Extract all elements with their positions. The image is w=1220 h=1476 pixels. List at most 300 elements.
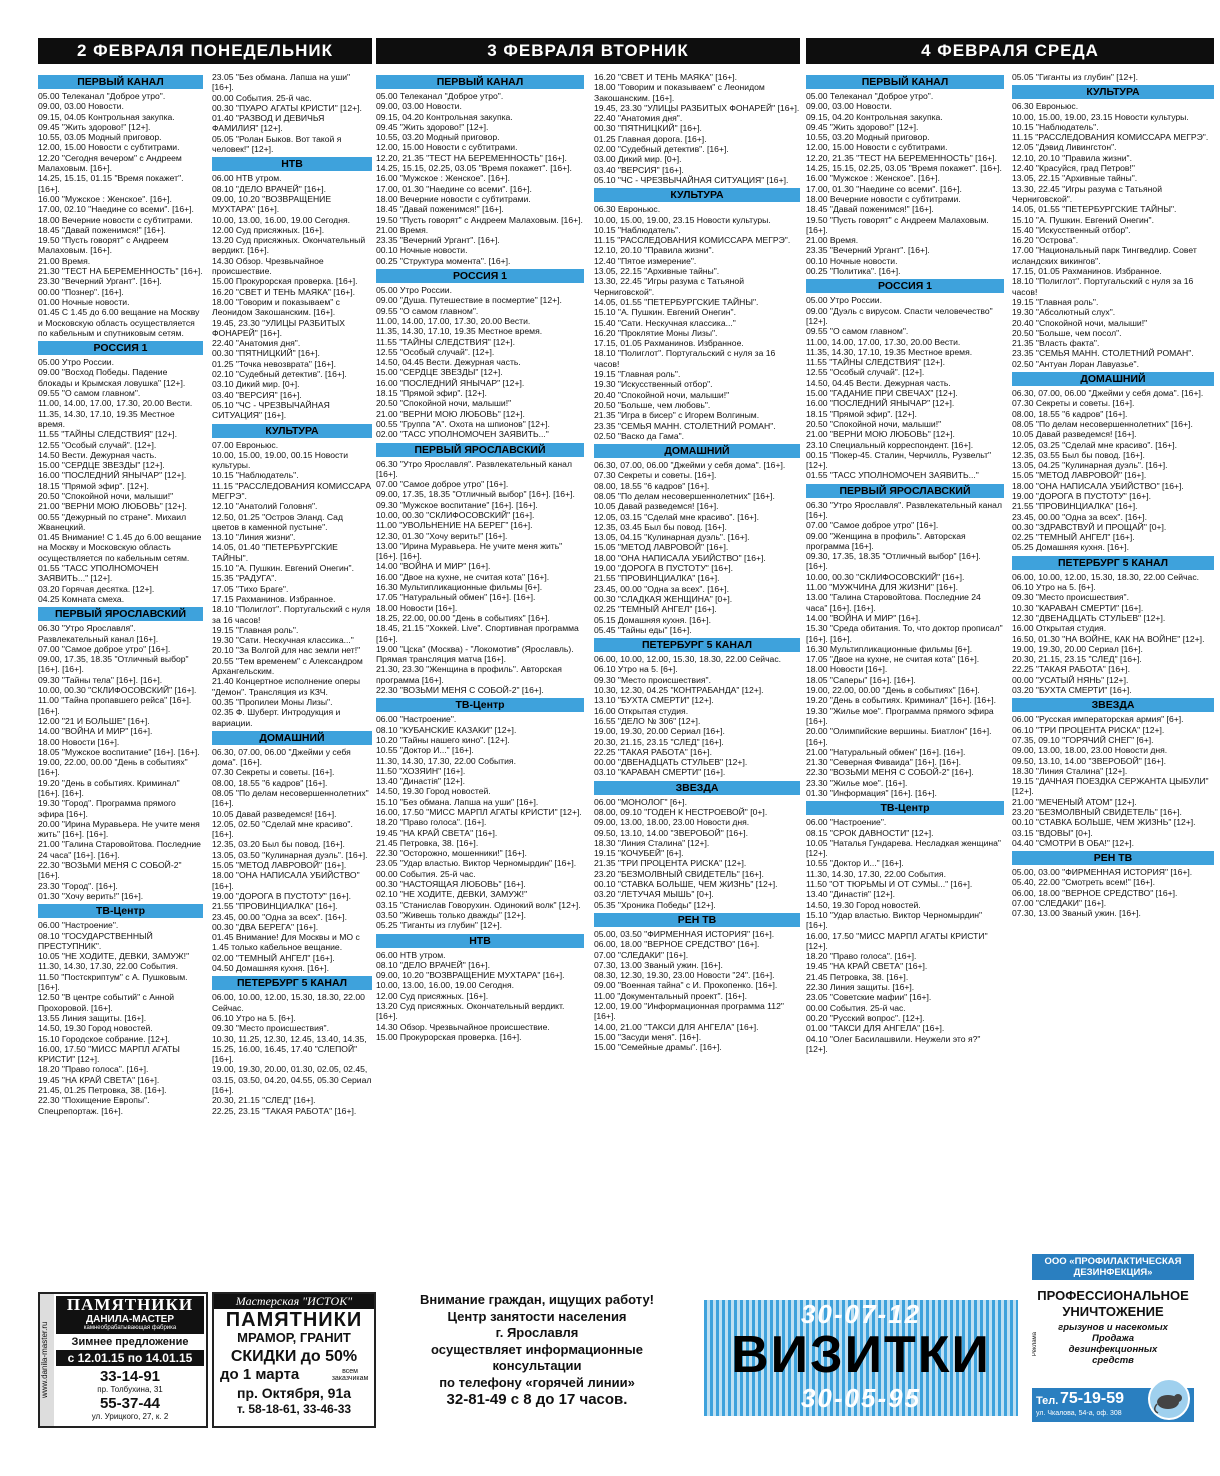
program-listing: 15.00 Прокурорская проверка. [16+]. [376,1031,522,1042]
channel-header: КУЛЬТУРА [594,188,800,202]
program-listing: 14.05, 01.40 "ПЕТЕРБУРГСКИЕ ТАЙНЫ". [212,542,338,563]
program-listing: 23.45, 00.00 "Одна за всех". [16+]. [1012,511,1147,522]
channel-header: ДОМАШНИЙ [212,731,372,745]
program-listing: 09.00, 03.00 Новости. [376,101,462,112]
vizitki-word: ВИЗИТКИ [731,1326,991,1384]
program-listing: 06.30, 07.00, 06.00 "Джейми у себя дома". [16+]. [1012,388,1204,399]
program-listing: 11.35, 14.30, 17.10, 19.35 Местное время. [376,326,543,337]
program-listing: 02.25 "ТЕМНЫЙ АНГЕЛ" [16+]. [594,604,717,615]
program-listing: 01.40 "РАЗВОД И ДЕВИЧЬЯ ФАМИЛИЯ" [12+]. [212,113,325,134]
program-listing: 20.30, 21.15, 23.15 "СЛЕД" [16+]. [1012,654,1142,665]
program-listing: 00.10 Ночные новости. [806,255,898,266]
program-listing: 14.30 Обзор. Чрезвычайное происшествие. [212,255,324,277]
program-listing: 16.00 "ПОСЛЕДНИЙ ЯНЫЧАР" [12+]. [38,470,187,481]
program-listing: 14.30 Обзор. Чрезвычайное происшествие. [376,1021,550,1032]
program-listing: 18.10 "Полиглот". Португальский с нуля за 16 часов! [212,604,371,625]
program-listing: 12.05 "Дэвид Ливингстон". [1012,142,1117,153]
program-listing: 08.10 "ДЕЛО ВРАЧЕЙ" [16+]. [212,183,326,194]
program-listing: 19.15 "ДАЧНАЯ ПОЕЗДКА СЕРЖАНТА ЦЫБУЛИ" [12+]. [1012,776,1209,797]
program-listing: 11.50 "Постскриптум" с А. Пушковым. [16+]. [38,971,188,993]
program-listing: 03.40 "ВЕРСИЯ" [16+]. [212,389,302,400]
program-listing: 09.30 "Тайны тела" [16+]. [16+]. [38,674,163,685]
channel-header: ПЕРВЫЙ КАНАЛ [376,75,584,89]
channel-header: НТВ [212,157,372,171]
program-listing: 01.45 С 1.45 до 6.00 вещание на Москву и Московскую область осуществляется по кабельным и спутниковым сетям. [38,307,200,338]
channel-header: ПЕТЕРБУРГ 5 КАНАЛ [212,976,372,990]
program-listing: 23.35 "СЕМЬЯ МАНН. СТОЛЕТНИЙ РОМАН". [594,420,776,431]
program-listing: 10.00, 15.00, 19.00, 23.15 Новости культуры. [594,214,771,225]
program-listing: 13.00 "Галина Старовойтова. Последние 24 часа" [16+]. [16+]. [806,592,981,613]
program-listing: 05.00 Утро России. [38,357,114,368]
program-listing: 15.05 "МЕТОД ЛАВРОВОЙ" [16+]. [212,860,347,871]
program-listing: 15.40 "Сати. Нескучная классика..." [594,317,736,328]
program-listing: 10.30, 12.30, 04.25 "КОНТРАБАНДА" [12+]. [594,685,764,696]
program-listing: 00.15 "Покер-45. Сталин, Черчилль, Рузвельт" [12+]. [806,449,992,471]
program-listing: 12.55 "Особый случай". [12+]. [38,439,157,450]
program-listing: 03.20 "БУХТА СМЕРТИ" [16+]. [1012,685,1132,696]
program-listing: 23.30 "Город". [16+]. [38,880,118,891]
rat-icon [1148,1378,1190,1420]
program-listing: 09.15, 04.20 Контрольная закупка. [806,111,943,122]
program-listing: 18.00 Вечерние новости с субтитрами. [38,214,193,225]
program-listing: 03.20 "ЛЕТУЧАЯ МЫШЬ" [0+]. [594,889,714,900]
program-listing: 18.30 "Линия Сталина" [12+]. [1012,765,1128,776]
program-listing: 19.45, 23.30 "УЛИЦЫ РАЗБИТЫХ ФОНАРЕЙ" [16+]. [212,317,345,338]
program-listing: 10.55, 03.20 Модный приговор. [376,132,500,143]
program-listing: 12.00 "21 И БОЛЬШЕ" [16+]. [38,715,150,726]
ad-istok-discount: СКИДКИ до 50% [230,1348,358,1365]
program-listing: 04.10 "Олег Басилашвили. Неужели это я?" [12+]. [806,1033,981,1054]
program-listing: 06.00, 10.00, 12.00, 15.30, 18.30, 22.00 Сейчас. [1012,571,1200,582]
program-listing: 09.00, 10.20 "ВОЗВРАЩЕНИЕ МУХТАРА" [16+]. [376,970,565,981]
program-listing: 10.15 "Наблюдатель". [212,470,299,481]
program-listing: 01.45 Внимание! С 1.45 до 6.00 вещание на Москву и Московскую область осуществляется по кабельным сетям. [38,532,202,563]
program-listing: 15.10 Городское собрание. [12+]. [38,1033,170,1044]
program-listing: 08.05 "По делам несовершеннолетних" [16+]. [1012,418,1193,429]
channel-header: КУЛЬТУРА [212,424,372,438]
program-listing: 08.00, 18.55 "6 кадров" [16+]. [212,777,328,788]
program-listing: 05.25 "Гиганты из глубин" [12+]. [376,920,503,931]
program-listing: 23.35 "Вечерний Ургант". [16+]. [376,235,500,246]
program-listing: 23.30 "Вечерний Ургант". [16+]. [38,276,162,287]
program-listing: 20.00 "Олимпийские вершины. Биатлон" [16+]. [16+]. [806,726,992,747]
program-listing: 09.00, 17.35, 18.35 "Отличный выбор" [16+]. [16+]. [376,489,575,500]
program-listing: 18.00 Вечерние новости с субтитрами. [806,193,961,204]
program-listing: 19.15 "Главная роль". [1012,296,1099,307]
program-listing: 10.05 Давай разведемся! [16+]. [212,808,337,819]
program-listing: 21.00 "МЕЧЕНЫЙ АТОМ" [12+]. [1012,796,1137,807]
program-listing: 10.00, 00.30 "СКЛИФОСОВСКИЙ" [16+]. [376,509,535,520]
program-listing: 06.30 "Утро Ярославля". Развлекательный канал [16+]. [806,499,1002,520]
program-listing: 23.05 "Советские мафии" [16+]. [806,992,932,1003]
program-listing: 18.05 "Саперы" [16+]. [16+]. [806,674,916,685]
program-listing: 19.15 "Главная роль". [594,369,681,380]
program-listing: 19.20 "День в событиях. Криминал" [16+]. [16+]. [806,695,996,706]
program-listing: 17.00, 02.10 "Наедине со всеми". [16+]. [38,204,194,215]
program-listing: 12.10, 20.10 "Правила жизни". [594,245,714,256]
program-listing: 22.30 "Похищение Европы". Спецрепортаж. [16+]. [38,1095,150,1116]
dez-side: Реклама [1032,1332,1038,1357]
program-listing: 17.05 "Тихо Браге". [212,583,289,594]
program-listing: 10.55, 03.20 Модный приговор. [806,132,930,143]
program-listing: 18.20 "Право голоса". [16+]. [38,1064,149,1075]
program-listing: 05.00 Утро России. [376,285,452,296]
dez-t1: грызунов и насекомых [1058,1322,1168,1333]
program-listing: 19.00, 22.00, 00.00 "День в событиях" [16+]. [38,757,188,778]
program-listing: 18.00 "Говорим и показываем" с Леонидом Закошанским. [16+]. [594,82,765,103]
program-listing: 09.30, 17.35, 18.35 "Отличный выбор" [16+]. [16+]. [806,551,981,572]
program-listing: 12.05, 03.25 "Сделай мне красиво". [16+]. [1012,439,1177,450]
program-listing: 11.00 "МУЖЧИНА ДЛЯ ЖИЗНИ" [16+]. [806,582,959,593]
channel-header: ТВ-Центр [806,801,1004,815]
program-listing: 19.45 "НА КРАЙ СВЕТА" [16+]. [806,961,928,972]
program-listing: 19.50 "Пусть говорят" с Андреем Малаховым. [16+]. [376,214,583,225]
program-listing: 10.05 "НЕ ХОДИТЕ, ДЕВКИ, ЗАМУЖ!" [38,951,190,962]
program-listing: 12.00 Суд присяжных. [16+]. [212,224,325,235]
program-listing: 10.20 "Тайны нашего кино". [12+]. [376,734,510,745]
program-listing: 12.10 "Анатолий Головня". [212,501,318,512]
ad-danila-sub2: камнеобрабатывающая фабрика [83,1325,177,1331]
program-listing: 12.20, 21.35 "ТЕСТ НА БЕРЕМЕННОСТЬ" [16+]. [376,152,567,163]
program-listing: 00.30 "ЗДРАВСТВУЙ И ПРОЩАЙ" [0+]. [1012,521,1167,532]
program-listing: 10.00, 00.30 "СКЛИФОСОВСКИЙ" [16+]. [38,685,197,696]
program-listing: 20.50 "Спокойной ночи, малыши!" [806,418,942,429]
program-listing: 21.55 "ПРОВИНЦИАЛКА" [16+]. [1012,501,1138,512]
program-listing: 06.00, 10.00, 12.00, 15.30, 18.30, 22.00 Сейчас. [212,992,365,1013]
program-listing: 20.30, 21.15, 23.15 "СЛЕД" [16+]. [594,736,724,747]
program-listing: 16.55 "ДЕЛО № 306" [12+]. [594,715,701,726]
program-listing: 10.55 "Доктор И..." [16+]. [376,745,474,756]
program-listing: 18.15 "Прямой эфир". [12+]. [806,408,917,419]
program-listing: 10.30 "КАРАВАН СМЕРТИ" [16+]. [1012,602,1144,613]
program-listing: 11.00 "УВОЛЬНЕНИЕ НА БЕРЕГ" [16+]. [376,520,533,531]
program-listing: 21.55 "ПРОВИНЦИАЛКА" [16+]. [594,573,720,584]
ad-danila-master [38,1292,208,1428]
schedule-column [38,72,203,1288]
program-listing: 19.50 "Пусть говорят" с Андреем Малаховым. [16+]. [806,214,989,235]
program-listing: 16.00 Открытая студия. [1012,623,1107,634]
program-listing: 22.25 "ТАКАЯ РАБОТА" [16+]. [594,746,712,757]
dez-t3: дезинфекционных [1068,1344,1158,1355]
ad-danila-addr1: пр. Толбухина, 31 [97,1385,163,1394]
program-listing: 18.00 Новости [16+]. [376,602,458,613]
program-listing: 19.00, 22.00, 00.00 "День в событиях" [16+]. [806,685,980,696]
program-listing: 19.00, 19.30, 20.00 Сериал [16+]. [1012,643,1143,654]
program-listing: 18.15 "Прямой эфир". [12+]. [38,480,149,491]
dez-company: ООО «ПРОФИЛАКТИЧЕСКАЯ ДЕЗИНФЕКЦИЯ» [1032,1254,1194,1280]
program-listing: 16.00, 17.50 "МИСС МАРПЛ АГАТЫ КРИСТИ" [12+]. [376,807,582,817]
program-listing: 21.00 Время. [38,255,91,266]
program-listing: 20.50 "Спокойной ночи, малыши!" [38,490,174,501]
program-listing: 13.40 "Династія" [12+]. [376,776,466,787]
program-listing: 10.15 "Наблюдатель". [594,224,681,235]
program-listing: 06.30 "Утро Ярославля". Развлекательный канал [16+]. [38,623,159,644]
program-listing: 13.10 "БУХТА СМЕРТИ" [12+]. [594,695,714,706]
program-listing: 12.50, 01.25 "Остров Эланд. Сад цветов в каменной пустыне". [212,511,343,532]
program-listing: 18.20 "Право голоса". [16+]. [806,951,917,962]
program-listing: 05.15 Домашняя кухня. [16+]. [594,614,711,625]
program-listing: 07.00 "СЛЕДАКИ" [16+]. [594,949,689,960]
program-listing: 23.05 "Без обмана. Лапша на уши" [16+]. [212,72,351,93]
program-listing: 01.55 "ТАСС УПОЛНОМОЧЕН ЗАЯВИТЬ..." [806,470,979,481]
channel-header: ЗВЕЗДА [594,781,800,795]
program-listing: 00.30 "ПУАРО АГАТЫ КРИСТИ" [12+]. [212,102,362,113]
program-listing: 09.30 "Место происшествия". [212,1023,329,1034]
program-listing: 03.15 "Станислав Говорухин. Одинокий волк" [12+]. [376,899,581,910]
program-listing: 22.30 "ВОЗЬМИ МЕНЯ С СОБОЙ-2" [16+]. [806,767,974,778]
program-listing: 13.20 Суд присяжных. Окончательный вердикт. [16+]. [212,235,366,256]
program-listing: 20.40 "Спокойной ночи, малыши!" [1012,317,1148,328]
program-listing: 14.00 "ВОЙНА И МИР" [16+]. [806,612,921,623]
program-listing: 06.00 "Русская императорская армия" [6+]. [1012,714,1184,725]
program-listing: 15.10 "А. Пушкин. Евгений Онегин". [212,563,354,574]
program-listing: 15.00 "СЕРДЦЕ ЗВЕЗДЫ" [12+]. [38,460,165,471]
program-listing: 06.10 Утро на 5. [6+]. [212,1012,296,1023]
program-listing: 00.20 "Русский вопрос". [12+]. [806,1012,925,1023]
program-listing: 14.50, 04.45 Вести. Дежурная часть. [806,377,951,388]
program-listing: 16.00 "ПОСЛЕДНИЙ ЯНЫЧАР" [12+]. [376,377,525,388]
program-listing: 16.00 "Мужское : Женское". [16+]. [376,173,510,184]
program-listing: 00.00 События. 25-й час. [212,92,312,103]
program-listing: 07.30 Секреты и советы. [16+]. [594,470,717,481]
ad-danila-sub: ДАНИЛА-МАСТЕР [85,1314,175,1325]
program-listing: 23.35 "СЕМЬЯ МАНН. СТОЛЕТНИЙ РОМАН". [1012,348,1194,359]
channel-header: КУЛЬТУРА [1012,85,1214,99]
program-listing: 06.30, 07.00, 06.00 "Джейми у себя дома". [16+]. [212,746,351,768]
program-listing: 20.55 "Тем временем" с Александром Архангельским. [212,655,363,677]
program-listing: 19.15 "КОЧУБЕЙ" [6+]. [594,848,684,859]
program-listing: 16.00 Открытая студия. [594,705,689,716]
program-listing: 05.40, 22.00 "Смотреть всем!" [16+]. [1012,877,1155,888]
channel-header: РОССИЯ 1 [806,279,1004,293]
program-listing: 21.35 "ТРИ ПРОЦЕНТА РИСКА" [12+]. [594,858,747,869]
program-listing: 23.30 "Жилье мое". [16+]. [806,777,908,788]
program-listing: 00.00 События. 25-й час. [806,1002,906,1013]
program-listing: 07.00 Евроньюс. [212,439,279,450]
program-listing: 11.30, 14.30, 17.30, 22.00 События. [376,755,516,766]
channel-header: РЕН ТВ [594,913,800,927]
program-listing: 21.00 "ВЕРНИ МОЮ ЛЮБОВЬ" [12+]. [806,429,955,440]
program-listing: 20.30, 21.15 "СЛЕД" [16+]. [212,1095,316,1106]
program-listing: 12.00, 15.00 Новости с субтитрами. [38,142,180,153]
channel-header: РОССИЯ 1 [376,269,584,283]
channel-header: НТВ [376,934,584,948]
program-listing: 18.45, 21.15 "Хоккей. Live". Спортивная программа [16+]. [376,623,579,644]
program-listing: 01.25 "Точка невозврата" [16+]. [212,358,337,369]
program-listing: 03.00 Дикий мир. [0+]. [594,154,682,165]
program-listing: 18.00 Новости [16+]. [806,664,888,675]
program-listing: 00.30 "НАСТОЯЩАЯ ЛЮБОВЬ" [16+]. [376,879,526,890]
program-listing: 23.05 "Удар властью. Виктор Черномырдин" [16+]. [376,858,577,869]
program-listing: 12.10, 20.10 "Правила жизни". [1012,152,1132,163]
program-listing: 16.20 "Острова". [1012,235,1079,246]
program-listing: 18.30 "Линия Сталина" [12+]. [594,837,710,848]
program-listing: 20.00 "Ирина Муравьера. Не учите меня жить" [16+]. [16+]. [38,818,200,840]
program-listing: 16.30 Мультипликационные фильмы [6+]. [806,643,973,654]
ad-danila-winter: Зимнее предложение [71,1336,189,1348]
program-listing: 09.55 "О самом главном". [806,326,909,337]
program-listing: 12.40 "Красуйся, град Петров!" [1012,163,1135,174]
program-listing: 22.30 "ВОЗЬМИ МЕНЯ С СОБОЙ-2" [16+]. [38,860,182,881]
program-listing: 18.00 "Говорим и показываем" с Леонидом Закошанским. [16+]. [212,296,340,318]
schedule-column [1012,72,1214,1254]
schedule-column [376,72,584,1288]
program-listing: 19.50 "Пусть говорят" с Андреем Малаховым. [16+]. [38,235,169,256]
program-listing: 02.35 Ф. Шуберт. Интродукция и вариации. [212,707,341,728]
channel-header: ПЕРВЫЙ КАНАЛ [38,75,203,89]
program-listing: 05.00, 03.00 "ФИРМЕННАЯ ИСТОРИЯ" [16+]. [1012,867,1193,878]
dez-t2: Продажа [1092,1333,1134,1344]
program-listing: 14.00, 21.00 "ТАКСИ ДЛЯ АНГЕЛА" [16+]. [594,1021,759,1032]
program-listing: 10.00, 15.00, 19.00, 23.15 Новости культуры. [1012,111,1189,122]
program-listing: 18.05 "Мужское воспитание" [16+]. [16+]. [38,746,200,757]
program-listing: 21.00 "ВЕРНИ МОЮ ЛЮБОВЬ" [12+]. [38,501,187,512]
program-listing: 19.00 "ДОРОГА В ПУСТОТУ" [16+]. [1012,490,1151,501]
program-listing: 03.15 "ВДОВЫ" [0+]. [1012,827,1093,838]
program-listing: 09.00 "Дуэль с вирусом. Спасти человечество" [12+]. [806,305,993,326]
program-listing: 19.30 "Искусственный отбор". [594,379,713,390]
program-listing: 13.05, 04.15 "Кулинарная дуэль". [16+]. [594,532,750,543]
program-listing: 19.00 "Цска" (Москва) - "Локомотив" (Ярославль). Прямая трансляция матча [16+]. [376,643,574,665]
program-listing: 22.30 "ВОЗЬМИ МЕНЯ С СОБОЙ-2" [16+]. [376,685,544,696]
program-listing: 00.10 "СТАВКА БОЛЬШЕ, ЧЕМ ЖИЗНЬ" [12+]. [1012,817,1196,828]
program-listing: 18.10 "Полиглот". Португальский с нуля за 16 часов! [594,348,776,369]
program-listing: 21.00 "Галина Старовойтова. Последние 24 часа" [16+]. [16+]. [38,839,201,860]
program-listing: 12.35, 03.55 Был бы повод. [16+]. [1012,449,1145,460]
ad-vizitki [704,1300,1018,1416]
program-listing: 17.00, 01.30 "Наедине со всеми". [16+]. [806,183,962,194]
program-listing: 11.15 "РАССЛЕДОВАНИЯ КОМИССАРА МЕГРЭ". [212,480,371,501]
program-listing: 19.00, 19.30, 20.00, 01.30, 02.05, 02.45, 03.15, 03.50, 04.20, 04.55, 05.30 Сериал [16+]. [212,1064,372,1096]
program-listing: 21.00 "Натуральный обмен" [16+]. [16+]. [806,746,966,757]
program-listing: 05.00, 03.50 "ФИРМЕННАЯ ИСТОРИЯ" [16+]. [594,928,775,939]
program-listing: 04.25 Комната смеха. [38,593,125,604]
program-listing: 18.10 "Полиглот". Португальский с нуля за 16 часов! [1012,276,1194,297]
program-listing: 17.05 "Натуральный обмен" [16+]. [16+]. [376,592,536,603]
program-listing: 16.00, 17.50 "МИСС МАРПЛ АГАТЫ КРИСТИ" [12+]. [806,930,988,951]
program-listing: 06.00 "Настроение". [806,817,887,828]
program-listing: 20.40 "Спокойной ночи, малыши!" [594,389,730,400]
program-listing: 23.35 "Вечерний Ургант". [16+]. [806,245,930,256]
program-listing: 15.30 "Среда обитания. То, что доктор прописал" [16+]. [16+]. [806,623,1003,644]
program-listing: 04.40 "СМОТРИ В ОБА!" [12+]. [1012,837,1134,848]
program-listing: 06.10 Утро на 5. [6+]. [594,664,678,675]
program-listing: 02.25 "ТЕМНЫЙ АНГЕЛ" [16+]. [1012,532,1135,543]
program-listing: 16.00 "Мужское : Женское". [16+]. [806,173,940,184]
program-listing: 08.05 "По делам несовершеннолетних" [16+]. [594,490,775,501]
program-listing: 12.00, 19.00 "Информационная программа 112" [16+]. [594,1001,784,1022]
program-listing: 18.15 "Прямой эфир". [12+]. [376,388,487,399]
program-listing: 08.05 "По делам несовершеннолетних" [16+]. [212,788,369,809]
program-listing: 09.50, 13.10, 14.00 "ЗВЕРОБОЙ" [16+]. [1012,755,1166,766]
program-listing: 09.00, 13.00, 18.00, 23.00 Новости дня. [1012,745,1168,756]
dez-tel: 75-19-59 [1060,1390,1125,1407]
program-listing: 21.40 Концертное исполнение оперы "Демон". Трансляция из КЗЧ. [212,676,361,697]
program-listing: 01.00 "ТАКСИ ДЛЯ АНГЕЛА" [16+]. [806,1023,945,1034]
program-listing: 00.35 "Пропилеи Моны Лизы". [212,696,333,707]
program-listing: 17.15, 01.05 Рахманинов. Избранное. [1012,266,1162,277]
program-listing: 16.50, 01.30 "НА ВОЙНЕ, КАК НА ВОЙНЕ" [12+]. [1012,633,1205,644]
program-listing: 12.20, 21.35 "ТЕСТ НА БЕРЕМЕННОСТЬ" [16+]. [806,152,997,163]
day-header-monday: 2 ФЕВРАЛЯ ПОНЕДЕЛЬНИК [38,38,372,64]
program-listing: 14.25, 15.15, 01.15 "Время покажет". [16+]. [38,173,184,194]
program-listing: 01.30 "Информация" [16+]. [16+]. [806,788,937,798]
program-listing: 06.30 "Утро Ярославля". Развлекательный канал [16+]. [376,458,572,479]
program-listing: 10.30, 11.25, 12.30, 12.45, 13.40, 14.35, 15.25, 16.00, 16.45, 17.40 "СЛЕПОЙ" [16+]. [212,1033,367,1065]
program-listing: 19.45 "НА КРАЙ СВЕТА" [16+]. [376,827,498,838]
program-listing: 16.20 "СВЕТ И ТЕНЬ МАЯКА" [16+]. [212,286,356,297]
program-listing: 15.10 "Удар властью. Виктор Черномырдин" [16+]. [806,909,983,931]
program-listing: 11.00, 14.00, 17.00, 17.30, 20.00 Вести. [376,315,531,326]
program-listing: 19.20 "День в событиях. Криминал" [16+]. [16+]. [38,777,180,798]
program-listing: 02.50 "Антуан Лоран Лавуазье". [1012,358,1139,369]
ad-istok-until: до 1 марта [220,1366,300,1383]
program-listing: 12.50 "В центре событий" с Анной Прохоровой. [16+]. [38,992,175,1013]
program-listing: 00.10 "СТАВКА БОЛЬШЕ, ЧЕМ ЖИЗНЬ" [12+]. [594,879,778,890]
program-listing: 21.35 "Власть факта". [1012,338,1100,349]
program-listing: 22.30 "Осторожно, мошенники!" [16+]. [376,848,527,859]
program-listing: 12.30, 01.30 "Хочу верить!" [16+]. [376,530,508,541]
vizitki-bottom-phone: 30-05-95 [800,1383,922,1413]
program-listing: 19.00 "ДОРОГА В ПУСТОТУ" [16+]. [212,890,351,901]
program-listing: 22.25 "ТАКАЯ РАБОТА" [16+]. [1012,664,1130,675]
program-listing: 21.55 "ПРОВИНЦИАЛКА" [16+]. [212,901,338,912]
program-listing: 05.00 Телеканал "Доброе утро". [806,91,934,101]
program-listing: 19.00, 19.30, 20.00 Сериал [16+]. [594,726,725,737]
program-listing: 01.30 "Хочу верить!" [16+]. [38,890,144,901]
program-listing: 22.40 "Анатомия дня". [212,338,301,349]
notice-line-7: 32-81-49 с 8 до 17 часов. [446,1391,628,1408]
program-listing: 08.15 "СРОК ДАВНОСТИ" [12+]. [806,827,934,838]
program-listing: 10.55, 03.05 Модный приговор. [38,132,162,143]
program-listing: 09.00, 03.00 Новости. [38,101,124,112]
program-listing: 23.45, 00.00 "Одна за всех". [16+]. [212,911,347,922]
program-listing: 19.00 "ДОРОГА В ПУСТОТУ" [16+]. [594,563,733,574]
program-listing: 11.35, 14.30, 17.10, 19.35 Местное время. [806,346,973,357]
program-listing: 10.05 Давай разведемся! [16+]. [1012,429,1137,440]
program-listing: 09.00, 13.00, 18.00, 23.00 Новости дня. [594,817,750,828]
program-listing: 18.00 "ОНА НАПИСАЛА УБИЙСТВО" [16+]. [212,870,360,891]
program-listing: 08.10 "ГОСУДАРСТВЕННЫЙ ПРЕСТУПНИК". [38,930,153,951]
program-listing: 18.00 Новости [16+]. [38,736,120,747]
ad-istok [212,1292,376,1428]
program-listing: 14.05, 01.55 "ПЕТЕРБУРГСКИЕ ТАЙНЫ". [594,296,759,307]
program-listing: 09.45 "Жить здорово!" [12+]. [806,121,919,132]
program-listing: 08.00, 18.55 "6 кадров" [16+]. [594,480,710,491]
program-listing: 00.55 "Дежурный по стране". Михаил Жванецкий. [38,511,187,532]
ad-disinfection [1032,1254,1194,1422]
program-listing: 09.00 "Душа. Путешествие в посмертие" [12+]. [376,295,562,306]
program-listing: 07.00 "СЛЕДАКИ" [16+]. [1012,898,1107,909]
program-listing: 05.10 "ЧС - ЧРЕЗВЫЧАЙНАЯ СИТУАЦИЯ" [16+]. [594,174,789,185]
program-listing: 10.00, 13.00, 16.00, 19.00 Сегодня. [212,214,351,225]
ad-danila-phone1: 33-14-91 [99,1368,161,1385]
program-listing: 14.00 "ВОЙНА И МИР" [16+]. [38,726,153,737]
program-listing: 18.00 "ОНА НАПИСАЛА УБИЙСТВО" [16+]. [1012,480,1184,491]
program-listing: 15.00 Прокурорская проверка. [16+]. [212,276,358,287]
program-listing: 11.55 "ТАЙНЫ СЛЕДСТВИЯ" [12+]. [38,429,177,440]
program-listing: 05.35 "Хроника Победы" [12+]. [594,899,716,910]
dez-addr: ул. Чкалова, 54-а, оф. 308 [1036,1410,1122,1417]
ad-danila-phone2: 55-37-44 [99,1395,161,1412]
program-listing: 17.15 Рахманинов. Избранное. [212,593,336,604]
program-listing: 13.40 "Династія" [12+]. [806,889,896,900]
program-listing: 00.00 События. 25-й час. [376,868,476,879]
program-listing: 00.00 "ДВЕНАДЦАТЬ СТУЛЬЕВ" [12+]. [594,757,748,768]
ad-danila-site: www.danila-master.ru [40,1294,54,1426]
notice-line-5: консультации [492,1358,582,1373]
program-listing: 14.50 Вести. Дежурная часть. [38,449,157,460]
